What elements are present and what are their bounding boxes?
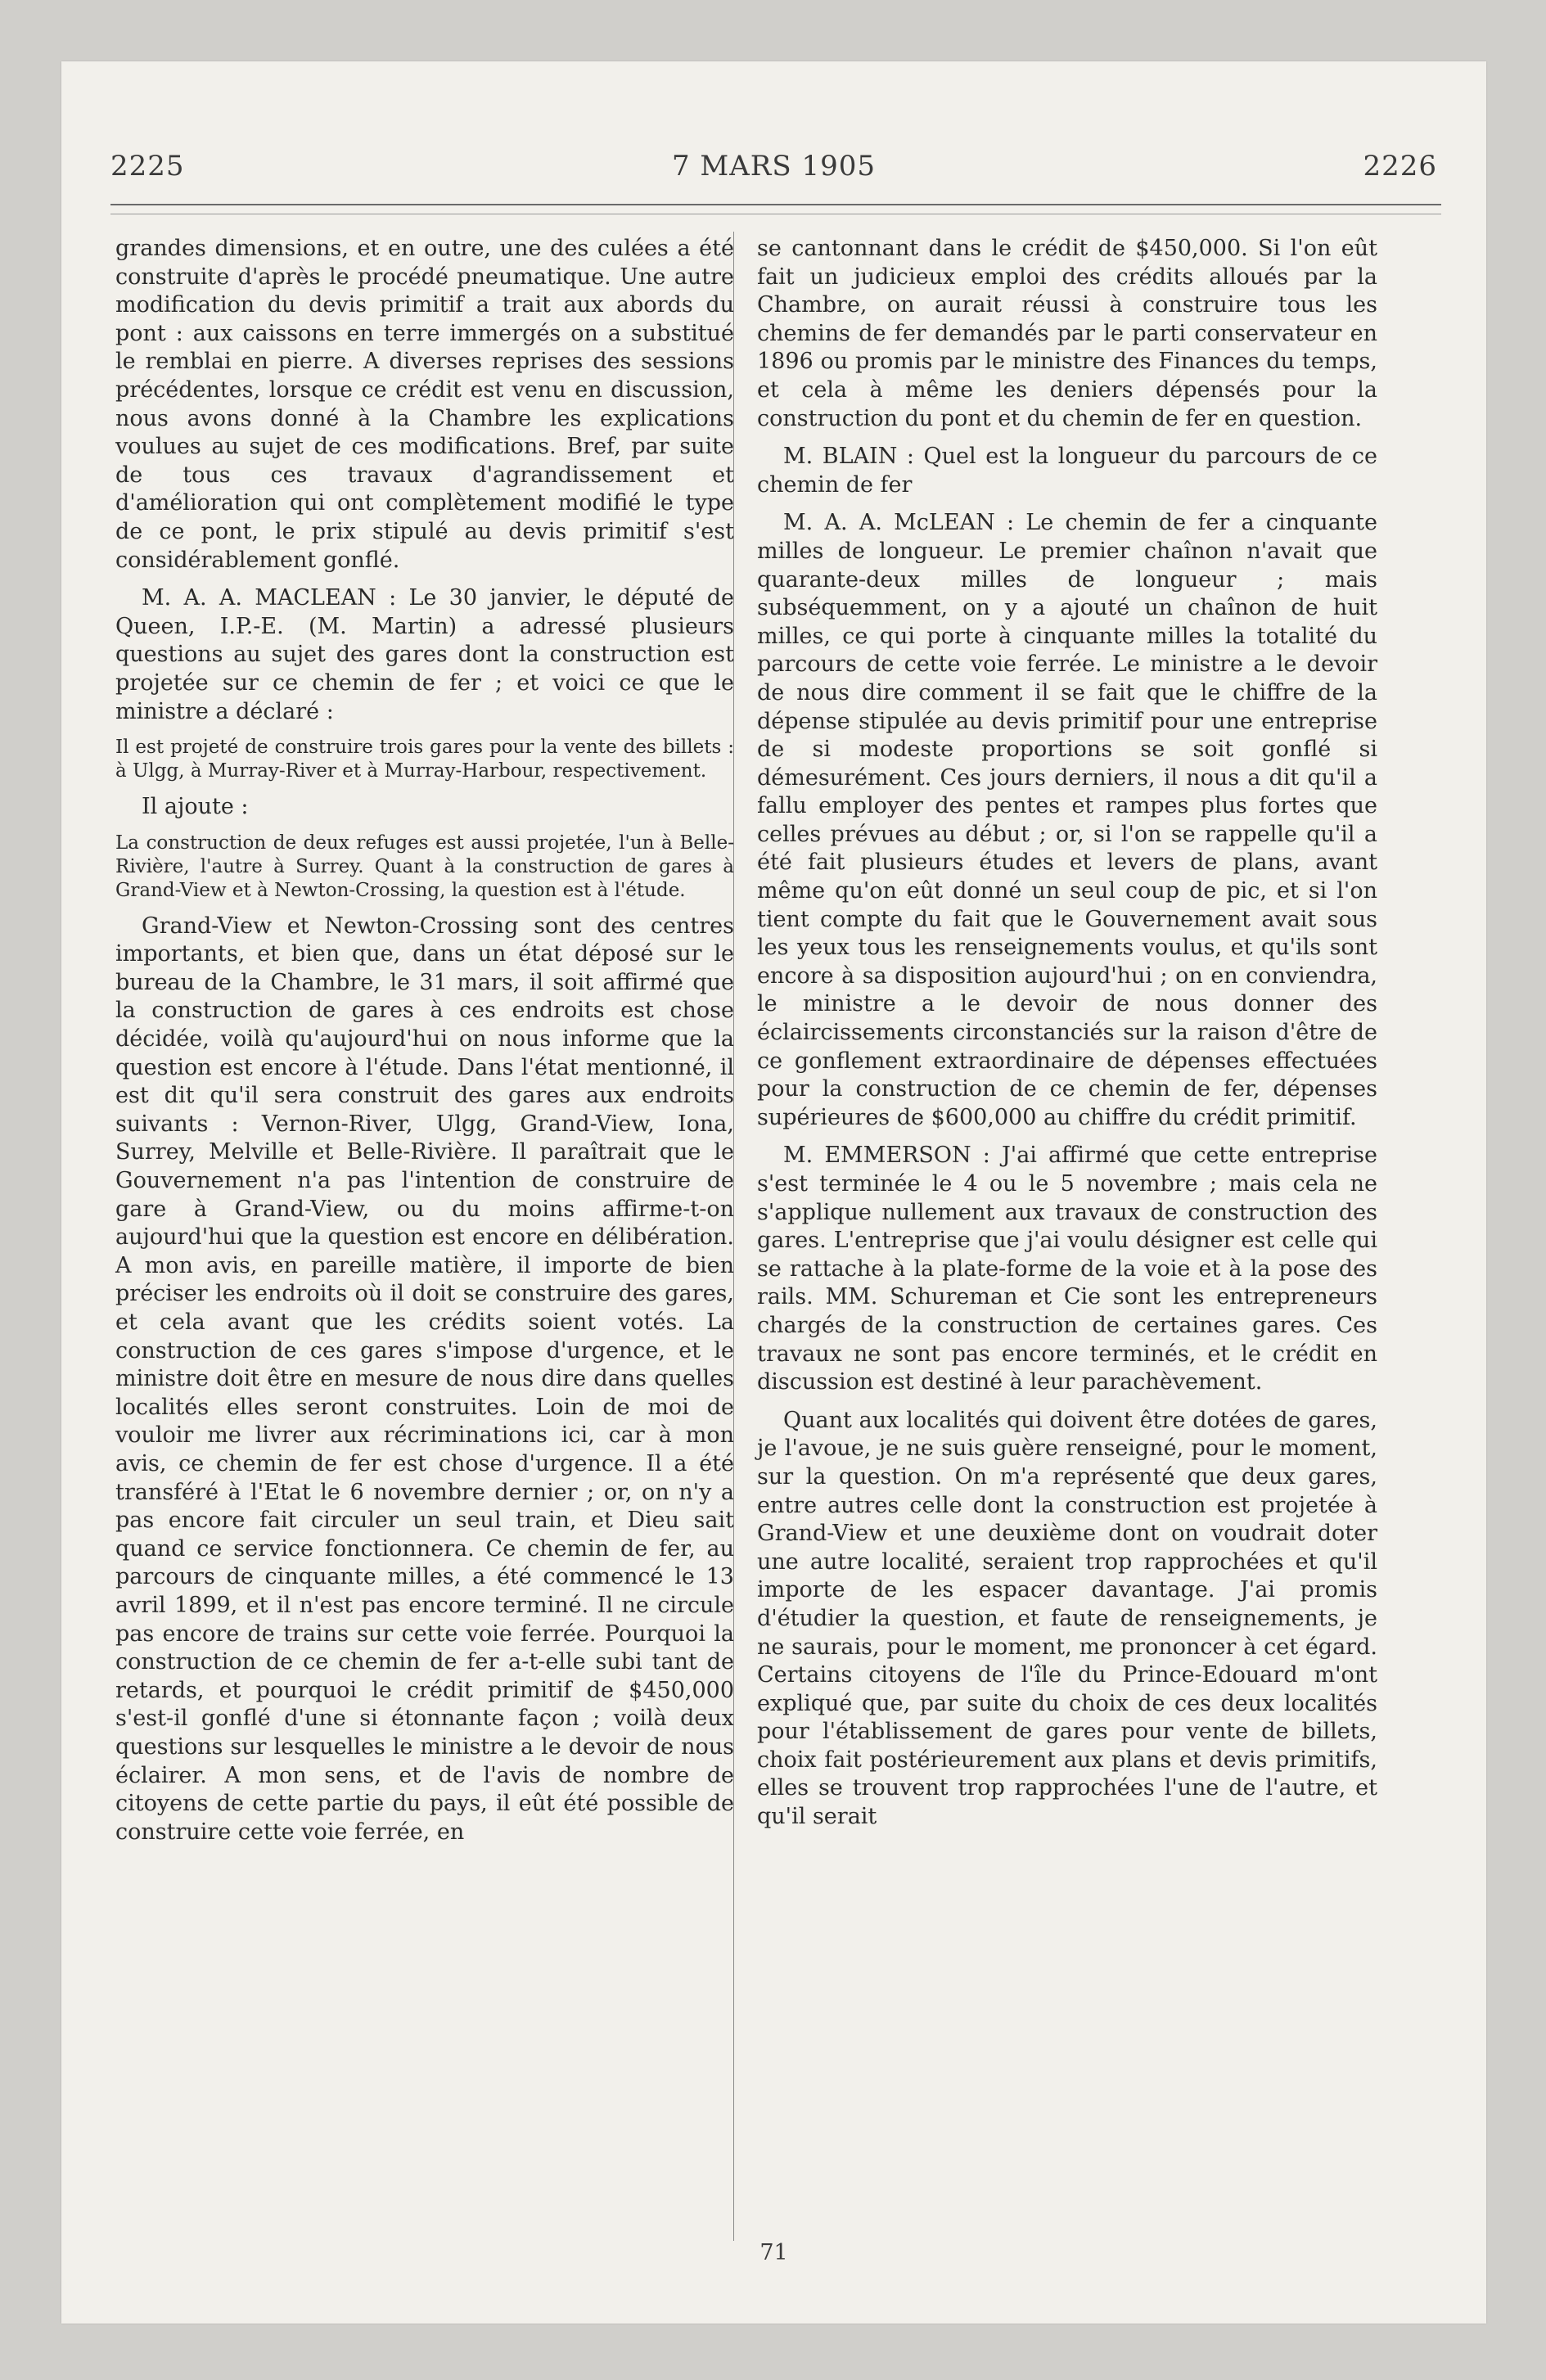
header-rule xyxy=(110,204,1441,205)
page-date: 7 MARS 1905 xyxy=(671,150,877,183)
page-number-right: 2226 xyxy=(1363,150,1437,183)
document-page xyxy=(61,61,1486,2324)
paragraph: se cantonnant dans le crédit de $450,000. Si l'on eût fait un judicieux emploi des crédits alloués par la Chambre, on aurait réussi à construire tous les chemins de fer demandés par le parti conservateur en 1896 ou promis par le ministre des Finances du temps, et cela à même les deniers dépensés pour la construction du pont et du chemin de fer en question. xyxy=(757,236,1377,431)
paragraph: Quant aux localités qui doivent être dotées de gares, je l'avoue, je ne suis guère renseigné, pour le moment, sur la question. On m'a représenté que deux gares, entre autres celle dont la construction est projetée à Grand-View et une deuxième dont on voudrait doter une autre localité, seraient trop rapprochées et qu'il importe de les espacer davantage. J'ai promis d'étudier la question, et faute de renseignements, je ne saurais, pour le moment, me prononcer à cet égard. Certains citoyens de l'île du Prince-Edouard m'ont expliqué que, par suite du choix de ces deux localités pour l'établissement de gares pour vente de billets, choix fait postérieurement aux plans et devis primitifs, elles se trouvent trop rapprochées l'une de l'autre, et qu'il serait xyxy=(757,1407,1377,1830)
paragraph: M. A. A. MACLEAN : Le 30 janvier, le député de Queen, I.P.-E. (M. Martin) a adressé plusieurs questions au sujet des gares dont la construction est projetée sur ce chemin de fer ; et voici ce que le ministre a déclaré : xyxy=(115,585,734,724)
paragraph: M. BLAIN : Quel est la longueur du parcours de ce chemin de fer xyxy=(757,444,1377,498)
page-header xyxy=(61,150,1486,199)
page-number-left: 2225 xyxy=(110,150,185,183)
left-column xyxy=(115,235,734,1856)
paragraph: Il ajoute : xyxy=(142,794,249,820)
right-column xyxy=(757,235,1377,1841)
paragraph: M. A. A. McLEAN : Le chemin de fer a cinquante milles de longueur. Le premier chaînon n'avait que quarante-deux milles de longueur ; mais subséquemment, on y a ajouté un chaînon de huit milles, ce qui porte à cinquante milles la totalité du parcours de cette voie ferrée. Le ministre a le devoir de nous dire comment il se fait que le chiffre de la dépense stipulée au devis primitif pour une entreprise de si modeste proportions se soit gonflé si démesurément. Ces jours derniers, il nous a dit qu'il a fallu employer des pentes et rampes plus fortes que celles prévues au début ; or, si l'on se rappelle qu'il a été fait plusieurs études et levers de plans, avant même qu'on eût donné un seul coup de pic, et si l'on tient compte du fait que le Gouvernement avait sous les yeux tous les renseignements voulus, et qu'ils sont encore à sa disposition aujourd'hui ; on en conviendra, le ministre a le devoir de nous donner des éclaircissements circonstanciés sur la raison d'être de ce gonflement extraordinaire de dépenses effectuées pour la construction de ce chemin de fer, dépenses supérieures de $600,000 au chiffre du crédit primitif. xyxy=(757,510,1377,1130)
footer-signature: 71 xyxy=(759,2240,788,2265)
column-divider xyxy=(733,232,734,2241)
paragraph: M. EMMERSON : J'ai affirmé que cette entreprise s'est terminée le 4 ou le 5 novembre ; mais cela ne s'applique nullement aux travaux de construction des gares. L'entreprise que j'ai voulu désigner est celle qui se rattache à la plate-forme de la voie et à la pose des rails. MM. Schureman et Cie sont les entrepreneurs chargés de la construction de certaines gares. Ces travaux ne sont pas encore terminés, et le crédit en discussion est destiné à leur parachèvement. xyxy=(757,1143,1377,1395)
quoted-passage: Il est projeté de construire trois gares pour la vente des billets : à Ulgg, à Murray-River et à Murray-Harbour, respectivement. xyxy=(115,737,734,782)
quoted-passage: La construction de deux refuges est aussi projetée, l'un à Belle-Rivière, l'autre à Surrey. Quant à la construction de gares à Grand-View et à Newton-Crossing, la question est à l'étude. xyxy=(115,832,734,901)
paragraph: Grand-View et Newton-Crossing sont des centres importants, et bien que, dans un état déposé sur le bureau de la Chambre, le 31 mars, il soit affirmé que la construction de gares à ces endroits est chose décidée, voilà qu'aujourd'hui on nous informe que la question est encore à l'étude. Dans l'état mentionné, il est dit qu'il sera construit des gares aux endroits suivants : Vernon-River, Ulgg, Grand-View, Iona, Surrey, Melville et Belle-Rivière. Il paraîtrait que le Gouvernement n'a pas l'intention de construire de gare à Grand-View, ou du moins affirme-t-on aujourd'hui que la question est encore en délibération. A mon avis, en pareille matière, il importe de bien préciser les endroits où il doit se construire des gares, et cela avant que les crédits soient votés. La construction de ces gares s'impose d'urgence, et le ministre doit être en mesure de nous dire dans quelles localités elles seront construites. Loin de moi de vouloir me livrer aux récriminations ici, car à mon avis, ce chemin de fer est chose d'urgence. Il a été transféré à l'Etat le 6 novembre dernier ; or, on n'y a pas encore fait circuler un seul train, et Dieu sait quand ce service fonctionnera. Ce chemin de fer, au parcours de cinquante milles, a été commencé le 13 avril 1899, et il n'est pas encore terminé. Il ne circule pas encore de trains sur cette voie ferrée. Pourquoi la construction de ce chemin de fer a-t-elle subi tant de retards, et pourquoi le crédit primitif de $450,000 s'est-il gonflé d'une si étonnante façon ; voilà deux questions sur lesquelles le ministre a le devoir de nous éclairer. A mon sens, et de l'avis de nombre de citoyens de cette partie du pays, il eût été possible de construire cette voie ferrée, en xyxy=(115,913,734,1845)
paragraph: grandes dimensions, et en outre, une des culées a été construite d'après le procédé pneumatique. Une autre modification du devis primitif a trait aux abords du pont : aux caissons en terre immergés on a substitué le remblai en pierre. A diverses reprises des sessions précédentes, lorsque ce crédit est venu en discussion, nous avons donné à la Chambre les explications voulues au sujet de ces modifications. Bref, par suite de tous ces travaux d'agrandissement et d'amélioration qui ont complètement modifié le type de ce pont, le prix stipulé au devis primitif s'est considérablement gonflé. xyxy=(115,236,734,573)
